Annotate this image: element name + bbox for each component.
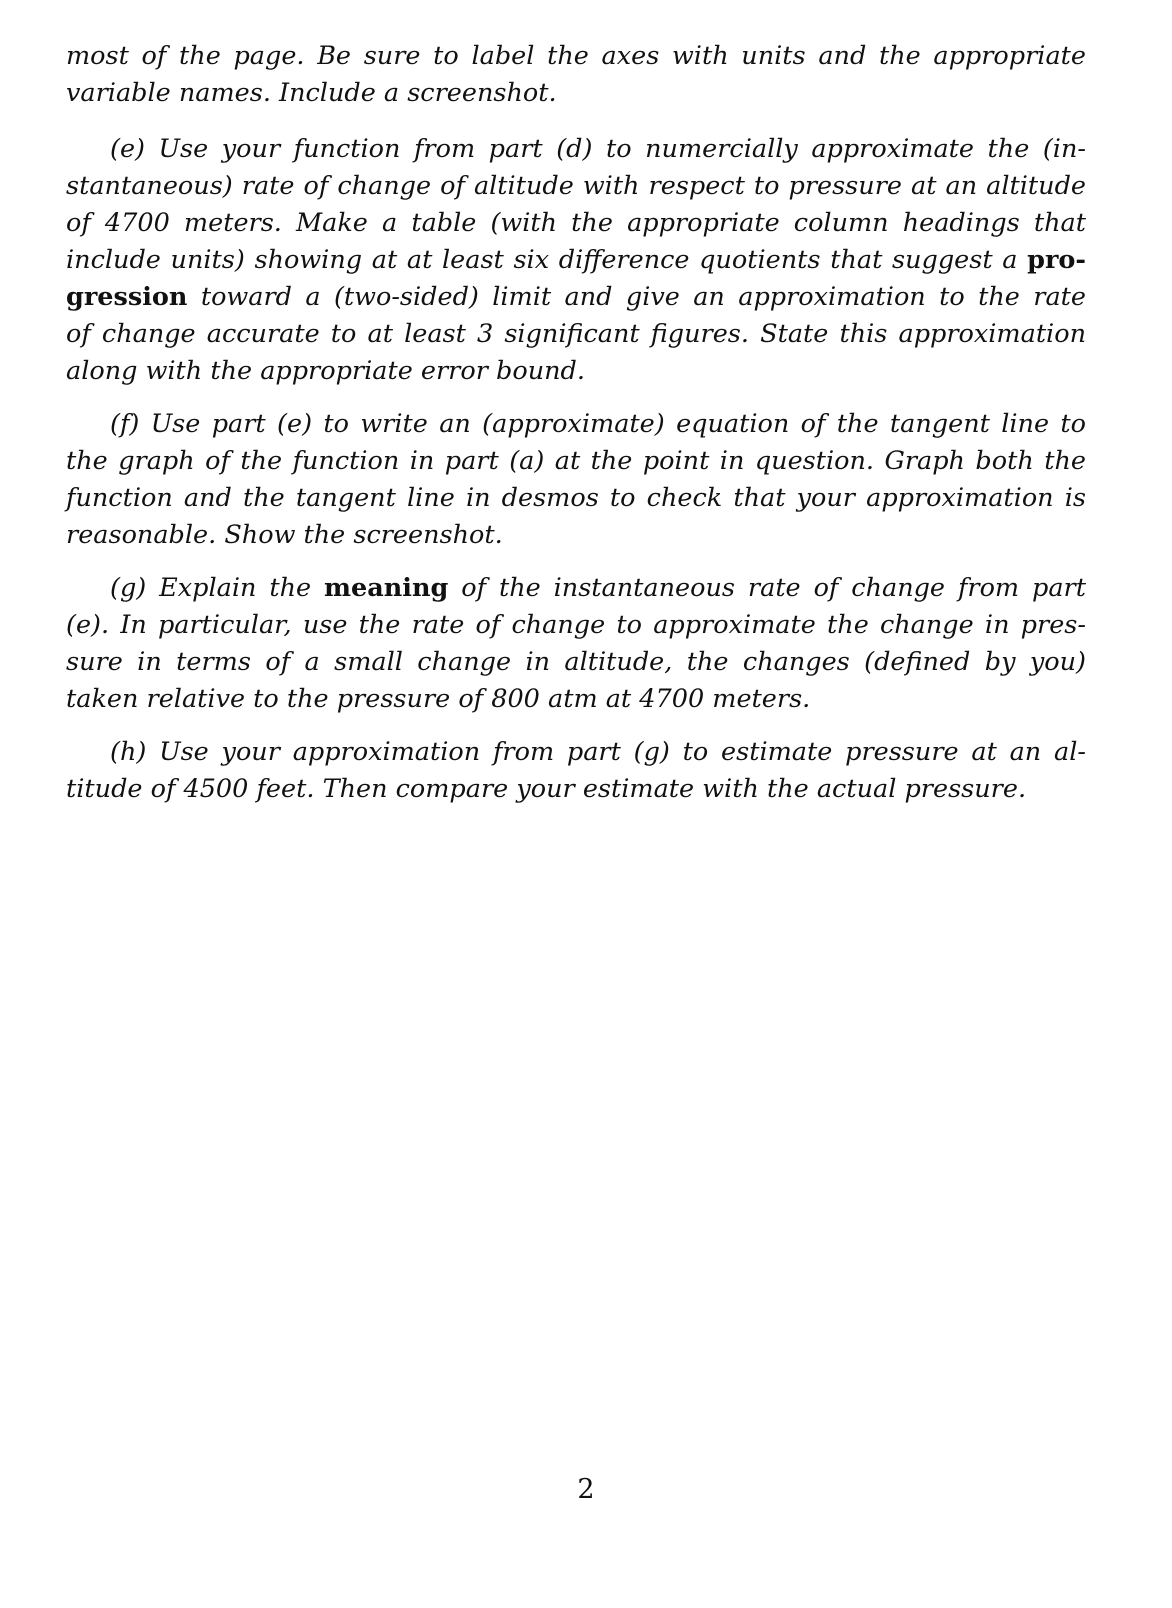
progression-bold-end: gression [66,282,188,312]
part-g-paragraph [66,570,1086,718]
part-h-line-2: titude of 4500 feet. Then compare your estimate with the actual pressure. [66,774,1027,804]
part-f-paragraph [66,406,1086,554]
part-h-line-1: (h) Use your approximation from part (g) to estimate pressure at an al- [110,737,1086,767]
part-g-line-1-pre: (g) Explain the [110,573,324,603]
part-f-line-2: the graph of the function in part (a) at the point in question. Graph both the [66,446,1086,476]
part-g-line-3: sure in terms of a small change in altitude, the changes (defined by you) [66,647,1086,677]
intro-paragraph [66,38,1086,112]
intro-line-1: most of the page. Be sure to label the axes with units and the appropriate [66,41,1086,71]
part-f-line-1: (f) Use part (e) to write an (approximate) equation of the tangent line to [110,409,1086,439]
intro-line-2: variable names. Include a screenshot. [66,78,557,108]
part-e-line-5 [66,279,1086,316]
progression-bold-start: pro- [1027,245,1086,275]
part-e-line-4-text: include units) showing at at least six difference quotients that suggest a [66,245,1028,275]
part-e-line-4 [66,242,1086,279]
part-f-line-4: reasonable. Show the screenshot. [66,520,503,550]
page-number: 2 [577,1474,595,1505]
meaning-bold: meaning [324,573,449,603]
part-g-line-4: taken relative to the pressure of 800 atm at 4700 meters. [66,684,811,714]
part-g-line-1-post: of the instantaneous rate of change from part [448,573,1086,603]
part-g-line-2: (e). In particular, use the rate of change to approximate the change in pres- [66,610,1086,640]
part-e-line-7: along with the appropriate error bound. [66,356,585,386]
part-f-line-3: function and the tangent line in desmos to check that your approximation is [66,483,1086,513]
part-e-line-5-text: toward a (two-sided) limit and give an approximation to the rate [187,282,1086,312]
part-h-paragraph [66,734,1086,808]
part-e-line-3: of 4700 meters. Make a table (with the appropriate column headings that [66,208,1086,238]
part-e-line-2: stantaneous) rate of change of altitude with respect to pressure at an altitude [66,171,1086,201]
part-e-line-6: of change accurate to at least 3 significant figures. State this approximation [66,319,1086,349]
part-e-line-1: (e) Use your function from part (d) to numercially approximate the (in- [110,134,1086,164]
part-e-paragraph [66,131,1086,390]
part-g-line-1 [66,570,1086,607]
